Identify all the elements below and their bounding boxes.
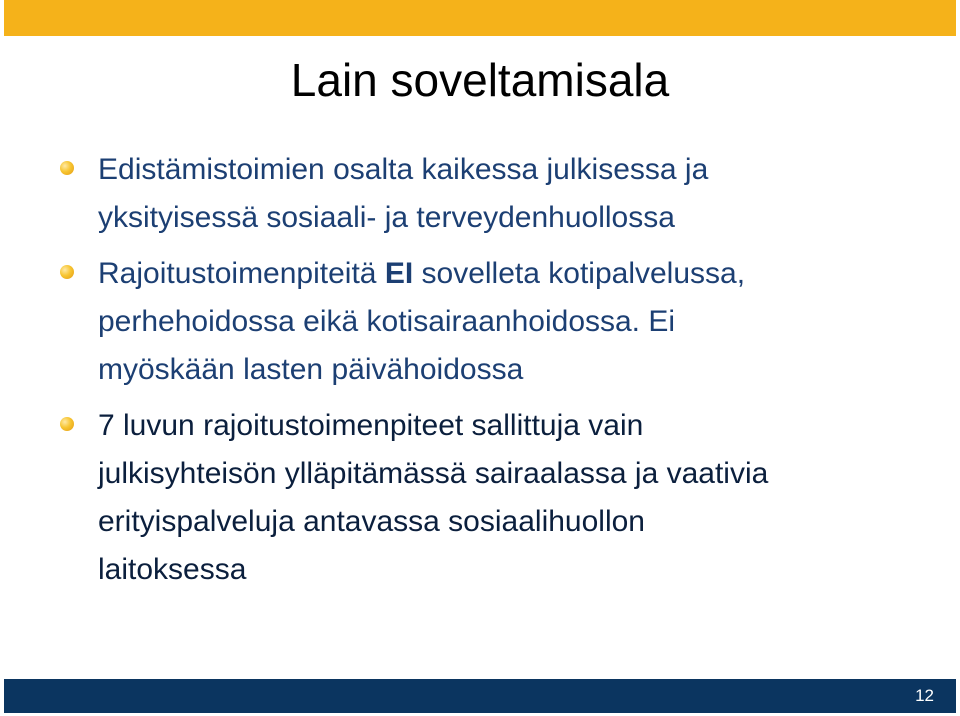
bullet-2-text-after: sovelleta kotipalvelussa,	[413, 257, 746, 290]
bullet-2-text-before: Rajoitustoimenpiteitä	[98, 257, 385, 290]
top-accent-bar	[4, 0, 956, 36]
bullet-1-line-2: yksityisessä sosiaali- ja terveydenhuollossa	[98, 201, 675, 234]
bullet-item-2	[52, 250, 932, 394]
bullet-2-line-3: myöskään lasten päivähoidossa	[98, 353, 524, 386]
bullet-3-line-2: julkisyhteisön ylläpitämässä sairaalassa ja vaativia	[98, 457, 769, 490]
bottom-footer-bar	[4, 679, 956, 713]
bullet-2-line-2: perhehoidossa eikä kotisairaanhoidossa. Ei	[98, 305, 676, 338]
bullet-dot-icon	[60, 265, 74, 279]
bullet-item-1	[52, 146, 932, 242]
bullet-dot-icon	[60, 161, 74, 175]
bullet-3-line-1: 7 luvun rajoitustoimenpiteet sallittuja vain	[98, 409, 644, 442]
bullet-3-line-3: erityispalveluja antavassa sosiaalihuollon	[98, 505, 645, 538]
bullet-list	[52, 146, 932, 602]
bullet-dot-icon	[60, 417, 74, 431]
bullet-3-line-4: laitoksessa	[98, 553, 247, 586]
slide-title: Lain soveltamisala	[290, 54, 670, 106]
bullet-2-line-1	[98, 250, 932, 298]
bullet-1-line-1: Edistämistoimien osalta kaikessa julkisessa ja	[98, 153, 709, 186]
page-number: 12	[915, 686, 934, 705]
bullet-2-emphasis: EI	[384, 257, 414, 290]
bullet-item-3	[52, 402, 932, 594]
